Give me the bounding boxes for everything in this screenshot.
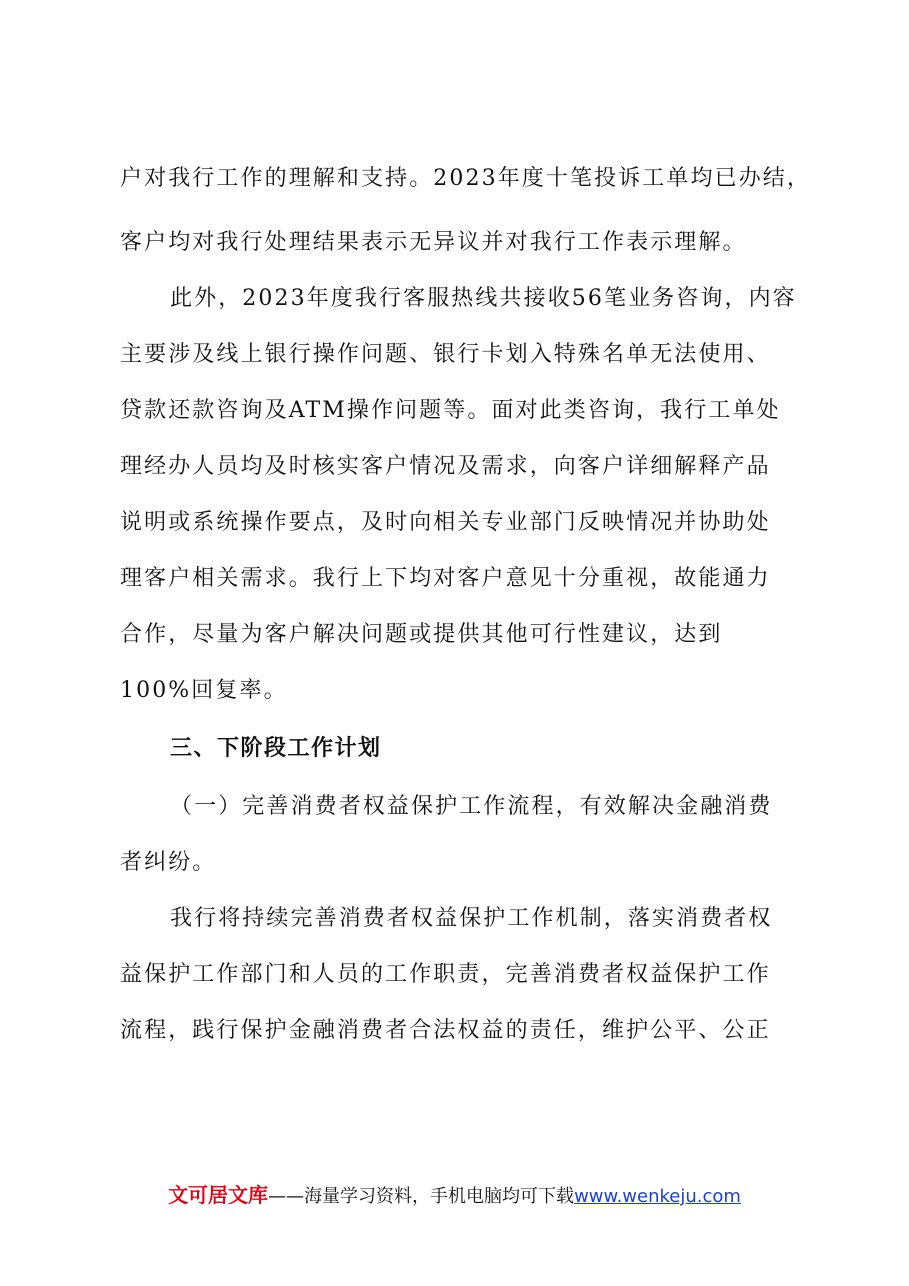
body-text-line: 者纠纷。 xyxy=(120,850,217,875)
body-text-line: 理客户相关需求。我行上下均对客户意见十分重视，故能通力 xyxy=(120,566,771,591)
body-text-line: 益保护工作部门和人员的工作职责，完善消费者权益保护工作 xyxy=(120,962,771,987)
section-heading: 三、下阶段工作计划 xyxy=(170,736,382,761)
body-text-line: 主要涉及线上银行操作问题、银行卡划入特殊名单无法使用、 xyxy=(120,342,771,367)
body-text-line: 户对我行工作的理解和支持。2023年度十笔投诉工单均已办结， xyxy=(120,166,811,191)
footer-banner xyxy=(0,1182,909,1210)
body-text-line: 贷款还款咨询及ATM操作问题等。面对此类咨询，我行工单处 xyxy=(120,398,781,423)
body-text-line: 合作，尽量为客户解决问题或提供其他可行性建议，达到 xyxy=(120,622,723,647)
body-text-line: 说明或系统操作要点，及时向相关专业部门反映情况并协助处 xyxy=(120,510,771,535)
footer-brand-name: 文可居文库 xyxy=(168,1183,269,1207)
paragraph-first-line: 我行将持续完善消费者权益保护工作机制，落实消费者权 xyxy=(170,906,773,931)
footer-tagline: ——海量学习资料，手机电脑均可下载 xyxy=(268,1186,575,1207)
body-text-line: 客户均对我行处理结果表示无异议并对我行工作表示理解。 xyxy=(120,230,747,255)
subsection-heading: （一）完善消费者权益保护工作流程，有效解决金融消费 xyxy=(170,794,773,819)
body-text-line: 流程，践行保护金融消费者合法权益的责任，维护公平、公正 xyxy=(120,1018,771,1043)
body-text-line: 理经办人员均及时核实客户情况及需求，向客户详细解释产品 xyxy=(120,454,771,479)
body-text-line: 100%回复率。 xyxy=(120,678,288,703)
paragraph-first-line: 此外，2023年度我行客服热线共接收56笔业务咨询，内容 xyxy=(170,286,797,311)
footer-website-link[interactable]: www.wenkeju.com xyxy=(574,1186,741,1207)
